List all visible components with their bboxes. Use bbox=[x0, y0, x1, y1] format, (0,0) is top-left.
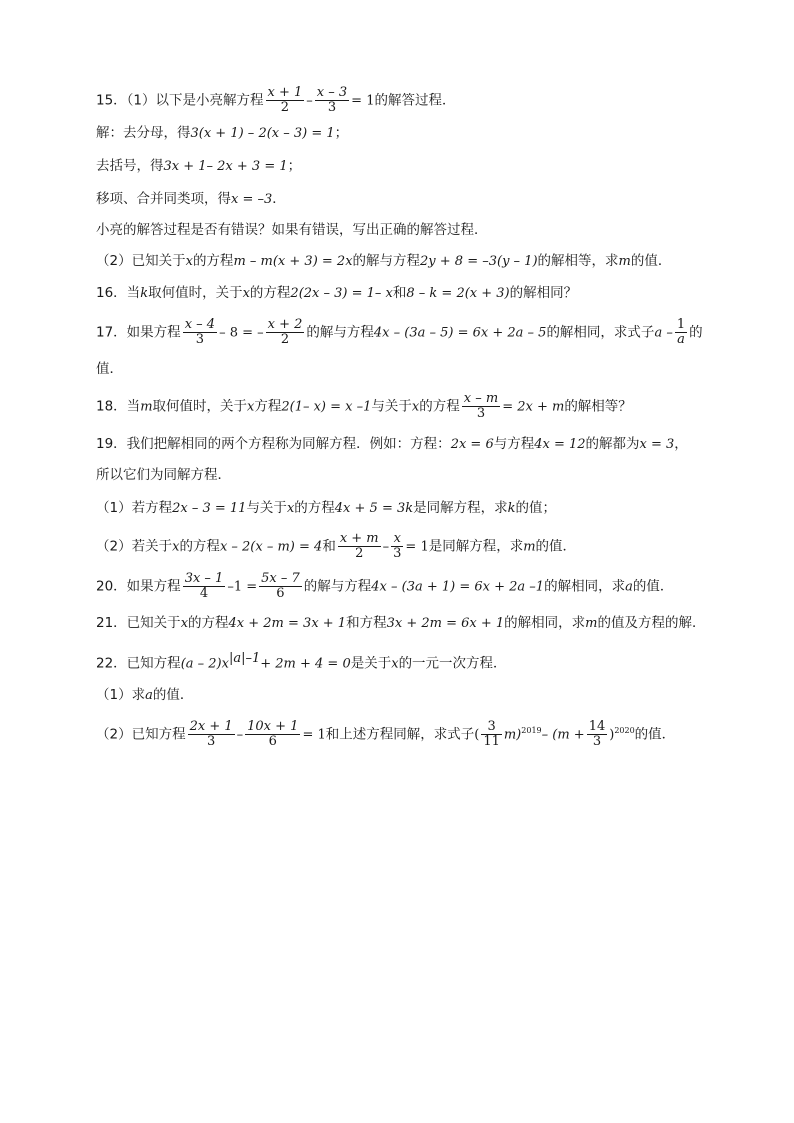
problem-15-step-3: 移项、合并同类项，得x = –3． bbox=[96, 191, 286, 207]
equation: 2x – 3 = 11 bbox=[172, 501, 247, 516]
problem-20: 20．如果方程 $\frac{3x - 1}{4}$ –1 = $\frac{5x - 7}{6}$ 的解与方程4x – (3a + 1) = 6x + 2a –1的解相同，求a的值． bbox=[96, 571, 674, 601]
problem-22-part-1: （1）求a的值． bbox=[96, 687, 194, 703]
equation: x = –3 bbox=[231, 192, 273, 207]
problem-15-part-2: （2）已知关于x的方程m – m(x + 3) = 2x的解与方程2y + 8 = –3(y – 1)的解相等，求m的值． bbox=[96, 253, 672, 269]
equation: 4x + 2m = 3x + 1 bbox=[228, 616, 347, 631]
problem-22: 22．已知方程$(a - 2)x^{|a|-1}+ 2m + 4 = 0$是关于x的一元一次方程． bbox=[96, 651, 507, 672]
fraction: $\frac{x}{3}$ bbox=[393, 531, 402, 561]
fraction: $\frac{1}{a}$ bbox=[676, 317, 686, 347]
problem-17-line-2: 值． bbox=[96, 361, 123, 377]
equation: 4x – (3a – 5) = 6x + 2a – 5 bbox=[373, 325, 547, 341]
equation: 2y + 8 = –3(y – 1) bbox=[420, 254, 538, 269]
fraction: $\frac{x - 3}{3}$ bbox=[316, 85, 348, 115]
equation: x – 2(x – m) = 4 bbox=[219, 539, 323, 555]
equation: 8 – k = 2(x + 3) bbox=[406, 286, 510, 301]
fraction: $\frac{x - 4}{3}$ bbox=[184, 317, 216, 347]
equation: 4x + 5 = 3k bbox=[334, 501, 414, 516]
fraction: $\frac{2x + 1}{3}$ bbox=[189, 719, 233, 749]
problem-22-part-2: （2）已知方程 $\frac{2x + 1}{3}$ – $\frac{10x + 1}{6}$ = 1和上述方程同解，求式子( $\frac{3}{11}$ m)$^{2019}$– (m + $\frac{14}{3}$ )$^{2020}$的值． bbox=[96, 719, 676, 749]
equation: 3x + 2m = 6x + 1 bbox=[386, 616, 505, 631]
problem-15-line-1: 15．（1）以下是小亮解方程 $\frac{x + 1}{2}$ – $\frac{x - 3}{3}$ = 1的解答过程． bbox=[96, 85, 456, 115]
fraction: $\frac{3}{11}$ bbox=[483, 719, 500, 749]
problem-19-line-1: 19．我们把解相同的两个方程称为同解方程．例如：方程：2x = 6与方程4x = 12的解都为x = 3， bbox=[96, 436, 688, 452]
equation: x = 3 bbox=[639, 437, 675, 452]
fraction: $\frac{x + 1}{2}$ bbox=[267, 85, 303, 115]
problem-15-step-2: 去括号，得3x + 1– 2x + 3 = 1； bbox=[96, 158, 302, 174]
equation: 4x – (3a + 1) = 6x + 2a –1 bbox=[371, 579, 545, 595]
fraction: $\frac{x + m}{2}$ bbox=[339, 531, 379, 561]
equation: 3x + 1– 2x + 3 = 1 bbox=[163, 159, 288, 174]
fraction: $\frac{x - m}{3}$ bbox=[463, 391, 499, 421]
equation: (a – 2)x bbox=[180, 656, 229, 672]
equation: m – m(x + 3) = 2x bbox=[233, 254, 353, 269]
problem-15-text: 15．（1）以下是小亮解方程 bbox=[96, 92, 264, 109]
fraction: $\frac{5x - 7}{6}$ bbox=[261, 571, 300, 601]
fraction: $\frac{14}{3}$ bbox=[588, 719, 606, 749]
problem-19-line-2: 所以它们为同解方程． bbox=[96, 467, 231, 483]
equation: 2x = 6 bbox=[450, 437, 494, 452]
equation: 3(x + 1) – 2(x – 3) = 1 bbox=[190, 126, 335, 141]
fraction: $\frac{x + 2}{2}$ bbox=[267, 317, 303, 347]
problem-21: 21．已知关于x的方程4x + 2m = 3x + 1和方程3x + 2m = 6x + 1的解相同，求m的值及方程的解． bbox=[96, 615, 706, 631]
problem-19-part-2: （2）若关于x的方程x – 2(x – m) = 4和 $\frac{x + m}{2}$ – $\frac{x}{3}$ = 1是同解方程，求m的值． bbox=[96, 531, 577, 561]
problem-18: 18．当m取何值时，关于x方程2(1– x) = x –1与关于x的方程 $\frac{x - m}{3}$ = 2x + m的解相等？ bbox=[96, 391, 632, 421]
problem-16: 16．当k取何值时，关于x的方程2(2x – 3) = 1– x和8 – k = 2(x + 3)的解相同？ bbox=[96, 285, 578, 301]
fraction: $\frac{10x + 1}{6}$ bbox=[247, 719, 299, 749]
fraction: $\frac{3x - 1}{4}$ bbox=[184, 571, 224, 601]
equation: 2(2x – 3) = 1– x bbox=[290, 286, 393, 301]
problem-15-question: 小亮的解答过程是否有错误？如果有错误，写出正确的解答过程． bbox=[96, 222, 488, 238]
equation: 2(1– x) = x –1 bbox=[281, 399, 372, 415]
problem-15-step-1: 解：去分母，得3(x + 1) – 2(x – 3) = 1； bbox=[96, 125, 349, 141]
problem-19-part-1: （1）若方程2x – 3 = 11与关于x的方程4x + 5 = 3k是同解方程，求k的值； bbox=[96, 500, 557, 516]
problem-17-line-1: 17．如果方程 $\frac{x - 4}{3}$ – 8 = – $\frac{x + 2}{2}$ 的解与方程4x – (3a – 5) = 6x + 2a – 5的解相同，求式子a – $\frac{1}{a}$ 的 bbox=[96, 317, 703, 347]
equation: 4x = 12 bbox=[534, 437, 586, 452]
